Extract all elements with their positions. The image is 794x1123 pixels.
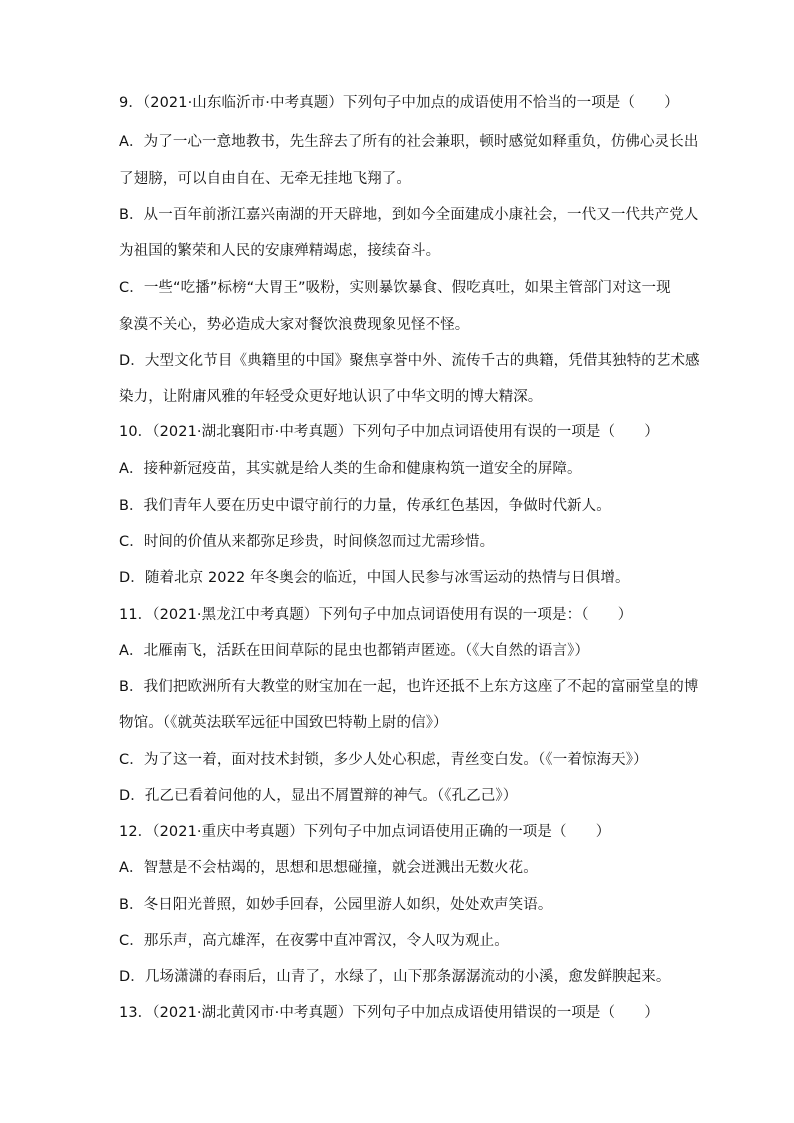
question-11-option-c: C．为了这一着，面对技术封锁，多少人处心积虑，青丝变白发。（《一着惊海天》）	[119, 752, 648, 768]
question-9-stem: 9．（2021·山东临沂市·中考真题）下列句子中加点的成语使用不恰当的一项是（ ）	[119, 95, 679, 111]
question-10-option-a: A．接种新冠疫苗，其实就是给人类的生命和健康构筑一道安全的屏障。	[119, 461, 582, 477]
question-9-option-a-1: A．为了一心一意地教书，先生辞去了所有的社会兼职，顿时感觉如释重负，仿佛心灵长出	[119, 134, 699, 150]
question-9-option-d-1: D．大型文化节目《典籍里的中国》聚焦享誉中外、流传千古的典籍，凭借其独特的艺术感	[119, 353, 700, 369]
question-11-option-b-1: B．我们把欧洲所有大教堂的财宝加在一起，也许还抵不上东方这座了不起的富丽堂皇的博	[119, 679, 699, 695]
question-11-option-a: A．北雁南飞，活跃在田间草际的昆虫也都销声匿迹。（《大自然的语言》）	[119, 643, 590, 659]
question-11-stem: 11．（2021·黑龙江中考真题）下列句子中加点词语使用有误的一项是：（ ）	[119, 607, 633, 623]
question-9-option-d-2: 染力，让附庸风雅的年轻受众更好地认识了中华文明的博大精深。	[119, 389, 543, 405]
question-9-option-b-2: 为祖国的繁荣和人民的安康殚精竭虑，接续奋斗。	[119, 243, 441, 259]
question-9-option-a-2: 了翅膀，可以自由自在、无牵无挂地飞翔了。	[119, 171, 411, 187]
question-12-option-a: A．智慧是不会枯竭的，思想和思想碰撞，就会迸溅出无数火花。	[119, 860, 538, 876]
question-12-stem: 12．（2021·重庆中考真题）下列句子中加点词语使用正确的一项是（ ）	[119, 824, 611, 840]
question-9-option-c-2: 象漠不关心，势必造成大家对餐饮浪费现象见怪不怪。	[119, 317, 470, 333]
question-10-stem: 10．（2021·湖北襄阳市·中考真题）下列句子中加点词语使用有误的一项是（ ）	[119, 424, 659, 440]
question-12-option-c: C．那乐声，高亢雄浑，在夜雾中直冲霄汉，令人叹为观止。	[119, 933, 509, 949]
question-12-option-b: B．冬日阳光普照，如妙手回春，公园里游人如织，处处欢声笑语。	[119, 897, 553, 913]
question-10-option-b: B．我们青年人要在历史中𫍽守前行的力量，传承红色基因，争做时代新人。	[119, 498, 611, 514]
question-9-option-b-1: B．从一百年前浙江嘉兴南湖的开天辟地，到如今全面建成小康社会，一代又一代共产党人	[119, 207, 699, 223]
question-10-option-c: C．时间的价值从来都弥足珍贵，时间倏忽而过尤需珍惜。	[119, 534, 495, 550]
question-11-option-d: D．孔乙已看着问他的人，显出不屑置辩的神气。（《孔乙己》）	[119, 788, 518, 804]
question-10-option-d: D．随着北京 2022 年冬奥会的临近，中国人民参与冰雪运动的热情与日俱增。	[119, 570, 630, 586]
question-11-option-b-2: 物馆。（《就英法联军远征中国致巴特勒上尉的信》）	[119, 715, 448, 731]
question-9-option-c-1: C．一些“吃播”标榜“大胃王”吸粉，实则暴饮暴食、假吃真吐，如果主管部门对这一现	[119, 280, 671, 296]
question-13-stem: 13．（2021·湖北黄冈市·中考真题）下列句子中加点成语使用错误的一项是（ ）	[119, 1005, 659, 1021]
question-12-option-d: D．几场潇潇的春雨后，山青了，水绿了，山下那条潺潺流动的小溪，愈发鲜腴起来。	[119, 969, 671, 985]
